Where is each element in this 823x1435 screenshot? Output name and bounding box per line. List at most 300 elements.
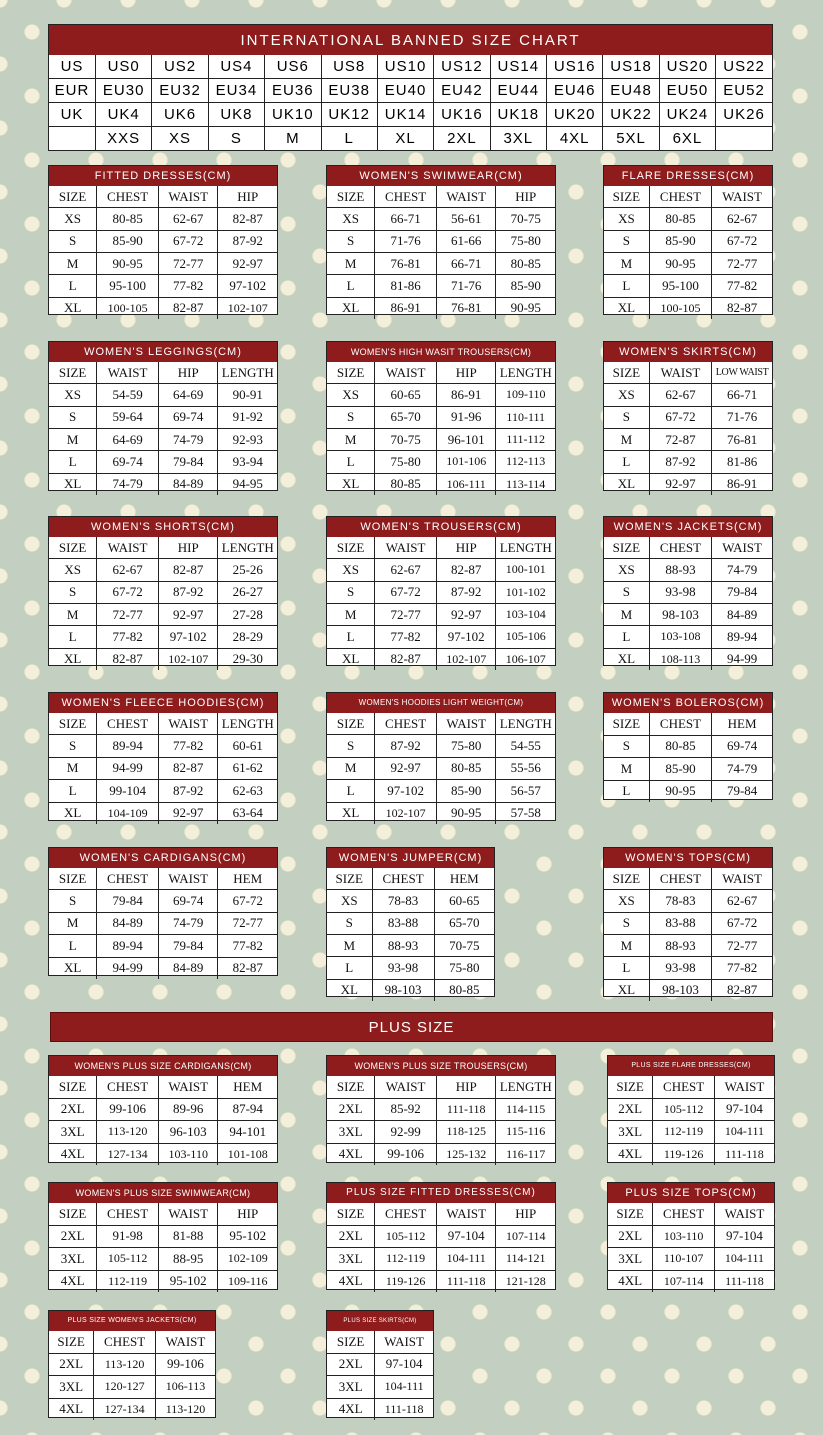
intl-cell: 5XL [603, 127, 659, 151]
table-row [327, 581, 555, 603]
table-cell: XS [49, 384, 97, 406]
table-cell: 95-102 [218, 1225, 277, 1248]
table-cell: 85-90 [649, 230, 711, 252]
table-cell: 60-65 [375, 384, 437, 406]
table-row [327, 957, 494, 979]
size-table [607, 1182, 775, 1290]
table-row [327, 648, 555, 670]
table-cell: 4XL [49, 1143, 97, 1165]
intl-cell: UK20 [547, 103, 603, 127]
intl-cell: US20 [659, 55, 715, 79]
table-cell: 116-117 [496, 1143, 555, 1165]
column-header: LENGTH [496, 713, 555, 735]
intl-cell: UK22 [603, 103, 659, 127]
table-row [327, 1121, 555, 1144]
table-cell: 104-111 [436, 1248, 495, 1271]
column-header: HEM [434, 868, 494, 890]
table-cell: 87-92 [218, 230, 277, 252]
intl-cell: 6XL [659, 127, 715, 151]
column-header: SIZE [49, 1076, 97, 1098]
table-cell: 82-87 [218, 957, 277, 979]
table-cell: 3XL [608, 1248, 653, 1271]
table-row [327, 428, 555, 450]
size-table [48, 341, 278, 491]
column-header: LENGTH [496, 537, 555, 559]
table-cell: 88-93 [372, 934, 434, 956]
table-cell: 67-72 [158, 230, 217, 252]
table-cell: 113-120 [155, 1398, 215, 1420]
table-cell: 69-74 [158, 890, 217, 912]
table-cell: 111-118 [714, 1270, 774, 1292]
table-cell: 114-115 [496, 1098, 555, 1121]
column-header: CHEST [97, 868, 159, 890]
table-cell: 110-111 [496, 406, 555, 428]
column-header: HIP [158, 362, 217, 384]
intl-cell [49, 127, 96, 151]
table-cell: S [604, 581, 649, 603]
table-row [49, 912, 277, 934]
table-cell: 84-89 [158, 957, 217, 979]
table-row [604, 230, 772, 252]
table-cell: 67-72 [375, 581, 437, 603]
size-table-title: WOMEN'S PLUS SIZE SWIMWEAR(CM) [49, 1183, 277, 1203]
table-row [49, 648, 277, 670]
intl-row [49, 103, 772, 127]
table-cell: 76-81 [712, 428, 772, 450]
size-table-grid [604, 186, 772, 319]
table-cell: 3XL [608, 1121, 653, 1144]
table-cell: 97-102 [218, 275, 277, 297]
table-cell: 2XL [327, 1353, 375, 1376]
intl-cell: EU42 [434, 79, 490, 103]
table-row [327, 912, 494, 934]
table-cell: 92-97 [436, 603, 495, 625]
table-cell: S [49, 890, 97, 912]
table-row [327, 1143, 555, 1165]
table-cell: 84-89 [158, 473, 217, 495]
intl-cell: US [49, 55, 96, 79]
table-row [604, 758, 772, 781]
table-cell: 99-104 [97, 780, 159, 802]
table-cell: 83-88 [372, 912, 434, 934]
table-row [49, 1225, 277, 1248]
size-table [603, 341, 773, 491]
size-table-grid [327, 868, 494, 1001]
size-table-title: WOMEN'S FLEECE HOODIES(CM) [49, 693, 277, 713]
intl-cell: EUR [49, 79, 96, 103]
table-row [327, 208, 555, 230]
intl-cell: UK16 [434, 103, 490, 127]
table-row [608, 1121, 774, 1144]
table-cell: M [604, 934, 649, 956]
table-cell: 88-93 [649, 934, 711, 956]
column-header: WAIST [436, 1203, 495, 1225]
table-cell: XS [604, 384, 649, 406]
table-cell: 75-80 [436, 735, 495, 757]
table-cell: L [49, 626, 97, 648]
table-cell: 82-87 [158, 757, 217, 779]
size-table-grid [608, 1203, 774, 1292]
column-header: SIZE [327, 186, 375, 208]
column-header: WAIST [158, 186, 217, 208]
table-cell: 95-100 [649, 275, 711, 297]
size-table-grid [327, 1331, 433, 1420]
size-table-grid [327, 713, 555, 824]
intl-row [49, 55, 772, 79]
table-cell: 86-91 [375, 297, 437, 319]
table-cell: 102-109 [218, 1248, 277, 1271]
table-cell: 82-87 [436, 559, 495, 581]
table-cell: 111-112 [496, 428, 555, 450]
table-cell: 87-92 [436, 581, 495, 603]
table-cell: 67-72 [712, 230, 772, 252]
table-row [327, 473, 555, 495]
table-cell: 79-84 [97, 890, 159, 912]
intl-cell: UK [49, 103, 96, 127]
size-table-header-row [49, 537, 277, 559]
column-header: WAIST [375, 537, 437, 559]
table-row [49, 1398, 215, 1420]
table-cell: 77-82 [712, 957, 772, 979]
table-cell: 90-95 [496, 297, 555, 319]
table-cell: 97-104 [375, 1353, 433, 1376]
column-header: WAIST [375, 362, 437, 384]
size-table [607, 1055, 775, 1163]
table-cell: 105-112 [653, 1098, 715, 1121]
column-header: SIZE [327, 1076, 375, 1098]
size-table-grid [327, 1203, 555, 1292]
table-cell: 26-27 [218, 581, 277, 603]
table-cell: 72-77 [218, 912, 277, 934]
table-cell: 3XL [327, 1121, 375, 1144]
table-row [327, 802, 555, 824]
table-cell: 91-96 [436, 406, 495, 428]
table-cell: 91-98 [97, 1225, 159, 1248]
table-cell: 67-72 [649, 406, 711, 428]
table-cell: 71-76 [712, 406, 772, 428]
table-cell: 55-56 [496, 757, 555, 779]
column-header: SIZE [49, 362, 97, 384]
table-cell: 102-107 [375, 802, 437, 824]
table-cell: 105-106 [496, 626, 555, 648]
table-cell: 2XL [49, 1225, 97, 1248]
table-row [49, 935, 277, 957]
table-cell: 4XL [49, 1398, 94, 1420]
table-cell: 70-75 [434, 934, 494, 956]
table-cell: M [327, 603, 375, 625]
table-cell: 89-94 [97, 935, 159, 957]
table-row [327, 559, 555, 581]
size-table-title: FITTED DRESSES(CM) [49, 166, 277, 186]
intl-cell: EU30 [96, 79, 152, 103]
column-header: CHEST [372, 868, 434, 890]
size-table-header-row [604, 868, 772, 890]
table-cell: S [604, 912, 649, 934]
table-cell: 62-67 [712, 208, 772, 230]
table-cell: 88-93 [649, 559, 711, 581]
column-header: WAIST [158, 1203, 217, 1225]
size-table-title: PLUS SIZE TOPS(CM) [608, 1183, 774, 1203]
intl-cell: EU36 [265, 79, 321, 103]
column-header: CHEST [97, 1076, 159, 1098]
size-table-title: FLARE DRESSES(CM) [604, 166, 772, 186]
table-cell: 85-90 [436, 780, 495, 802]
table-cell: 82-87 [158, 559, 217, 581]
column-header: CHEST [97, 1203, 159, 1225]
intl-cell: EU52 [716, 79, 772, 103]
table-cell: 103-108 [649, 626, 711, 648]
column-header: WAIST [375, 1076, 437, 1098]
column-header: SIZE [608, 1203, 653, 1225]
table-cell: 79-84 [712, 780, 772, 802]
table-row [608, 1225, 774, 1248]
column-header: HIP [436, 362, 495, 384]
column-header: SIZE [49, 1203, 97, 1225]
column-header: CHEST [375, 186, 437, 208]
table-cell: 60-65 [434, 890, 494, 912]
table-cell: 92-97 [218, 252, 277, 274]
table-cell: XL [327, 802, 375, 824]
intl-cell: EU38 [321, 79, 377, 103]
size-table-title: WOMEN'S JACKETS(CM) [604, 517, 772, 537]
table-cell: 80-85 [375, 473, 437, 495]
column-header: HEM [712, 713, 772, 735]
table-cell: 77-82 [712, 275, 772, 297]
table-cell: S [327, 406, 375, 428]
table-cell: XS [327, 384, 375, 406]
table-cell: 111-118 [714, 1143, 774, 1165]
size-table-header-row [604, 362, 772, 384]
size-table-grid [49, 186, 277, 319]
table-row [327, 1398, 433, 1420]
column-header: CHEST [375, 713, 437, 735]
column-header: SIZE [604, 362, 649, 384]
column-header: WAIST [158, 713, 217, 735]
table-cell: 62-67 [158, 208, 217, 230]
column-header: SIZE [608, 1076, 653, 1098]
size-table [48, 692, 278, 821]
size-table-header-row [604, 713, 772, 735]
table-row [608, 1270, 774, 1292]
size-table-grid [49, 362, 277, 495]
size-table [48, 516, 278, 666]
table-cell: M [49, 428, 97, 450]
table-cell: 77-82 [158, 275, 217, 297]
table-row [327, 780, 555, 802]
column-header: CHEST [97, 186, 159, 208]
table-cell: 65-70 [375, 406, 437, 428]
table-row [49, 1121, 277, 1144]
table-cell: XS [327, 890, 372, 912]
size-table-header-row [327, 1331, 433, 1353]
table-row [604, 581, 772, 603]
size-table-title: PLUS SIZE SKIRTS(CM) [327, 1311, 433, 1331]
table-cell: XL [49, 802, 97, 824]
table-row [327, 1353, 433, 1376]
size-table [603, 847, 773, 997]
table-row [327, 979, 494, 1001]
table-cell: 89-94 [97, 735, 159, 757]
table-row [49, 208, 277, 230]
table-cell: XL [49, 957, 97, 979]
table-row [49, 1098, 277, 1121]
table-cell: 67-72 [97, 581, 159, 603]
table-cell: L [49, 780, 97, 802]
column-header: SIZE [49, 1331, 94, 1353]
size-table-title: WOMEN'S PLUS SIZE CARDIGANS(CM) [49, 1056, 277, 1076]
table-row [604, 648, 772, 670]
table-cell: 77-82 [97, 626, 159, 648]
table-cell: 94-99 [97, 957, 159, 979]
table-cell: 82-87 [375, 648, 437, 670]
column-header: SIZE [49, 868, 97, 890]
column-header: LENGTH [496, 362, 555, 384]
table-cell: XL [604, 979, 649, 1001]
table-cell: 93-98 [372, 957, 434, 979]
table-row [604, 626, 772, 648]
table-cell: 81-86 [712, 451, 772, 473]
intl-row [49, 79, 772, 103]
table-cell: 90-91 [218, 384, 277, 406]
size-table [326, 341, 556, 491]
column-header: CHEST [97, 713, 159, 735]
table-cell: 94-95 [218, 473, 277, 495]
table-row [49, 757, 277, 779]
size-table-grid [604, 362, 772, 495]
column-header: WAIST [714, 1203, 774, 1225]
table-row [327, 626, 555, 648]
table-cell: 91-92 [218, 406, 277, 428]
table-row [49, 559, 277, 581]
table-row [604, 957, 772, 979]
international-chart-title: INTERNATIONAL BANNED SIZE CHART [49, 25, 772, 55]
column-header: SIZE [327, 537, 375, 559]
table-cell: 77-82 [158, 735, 217, 757]
intl-cell: EU32 [152, 79, 208, 103]
table-cell: 112-119 [653, 1121, 715, 1144]
table-cell: 2XL [608, 1225, 653, 1248]
table-cell: 78-83 [372, 890, 434, 912]
table-cell: 85-90 [496, 275, 555, 297]
intl-cell: US2 [152, 55, 208, 79]
column-header: SIZE [327, 362, 375, 384]
table-cell: 74-79 [712, 559, 772, 581]
table-cell: 4XL [327, 1398, 375, 1420]
column-header: HIP [436, 1076, 495, 1098]
table-row [49, 428, 277, 450]
table-row [327, 890, 494, 912]
table-cell: 61-62 [218, 757, 277, 779]
table-cell: 111-118 [375, 1398, 433, 1420]
intl-cell: US22 [716, 55, 772, 79]
table-cell: XS [49, 559, 97, 581]
table-cell: 74-79 [712, 758, 772, 781]
table-cell: 2XL [608, 1098, 653, 1121]
table-cell: 67-72 [218, 890, 277, 912]
table-cell: 97-104 [714, 1098, 774, 1121]
table-row [49, 230, 277, 252]
table-cell: 103-110 [653, 1225, 715, 1248]
table-cell: XS [327, 559, 375, 581]
table-row [49, 275, 277, 297]
table-cell: 87-92 [375, 735, 437, 757]
table-cell: 74-79 [97, 473, 159, 495]
table-cell: 82-87 [218, 208, 277, 230]
column-header: WAIST [375, 1331, 433, 1353]
table-cell: 101-102 [496, 581, 555, 603]
table-cell: 96-103 [158, 1121, 217, 1144]
table-row [49, 297, 277, 319]
table-row [604, 890, 772, 912]
size-table-header-row [49, 1076, 277, 1098]
table-cell: S [327, 735, 375, 757]
column-header: CHEST [653, 1076, 715, 1098]
column-header: WAIST [649, 362, 711, 384]
size-table [603, 692, 773, 800]
intl-cell: US10 [377, 55, 433, 79]
intl-cell: UK10 [265, 103, 321, 127]
table-cell: L [49, 275, 97, 297]
column-header: HIP [496, 186, 555, 208]
size-table-header-row [608, 1203, 774, 1225]
table-cell: M [327, 252, 375, 274]
size-table-header-row [49, 186, 277, 208]
size-table-grid [327, 537, 555, 670]
column-header: WAIST [97, 362, 159, 384]
size-table-title: WOMEN'S HIGH WASIT TROUSERS(CM) [327, 342, 555, 362]
table-cell: 96-101 [436, 428, 495, 450]
table-cell: 87-92 [649, 451, 711, 473]
intl-cell: US18 [603, 55, 659, 79]
column-header: WAIST [712, 868, 772, 890]
column-header: CHEST [94, 1331, 156, 1353]
table-cell: 60-61 [218, 735, 277, 757]
column-header: WAIST [158, 868, 217, 890]
table-cell: M [49, 252, 97, 274]
table-row [49, 473, 277, 495]
intl-cell: 3XL [490, 127, 546, 151]
table-cell: 113-120 [97, 1121, 159, 1144]
size-table-grid [327, 186, 555, 319]
table-cell: 56-61 [436, 208, 495, 230]
table-row [49, 384, 277, 406]
international-size-table [49, 55, 772, 150]
intl-cell: US6 [265, 55, 321, 79]
table-cell: XS [49, 208, 97, 230]
table-cell: 107-114 [496, 1225, 555, 1248]
table-cell: 106-111 [436, 473, 495, 495]
table-cell: 63-64 [218, 802, 277, 824]
table-cell: 79-84 [158, 935, 217, 957]
table-cell: 112-119 [375, 1248, 437, 1271]
table-row [49, 1270, 277, 1292]
size-table-header-row [604, 537, 772, 559]
table-cell: L [604, 780, 649, 802]
international-size-chart [48, 24, 773, 151]
column-header: HIP [496, 1203, 555, 1225]
table-cell: 72-77 [158, 252, 217, 274]
table-cell: 54-55 [496, 735, 555, 757]
table-row [604, 252, 772, 274]
size-table [48, 1055, 278, 1163]
table-cell: XL [604, 297, 649, 319]
table-cell: 97-102 [158, 626, 217, 648]
table-cell: 56-57 [496, 780, 555, 802]
table-cell: L [327, 451, 375, 473]
table-row [327, 252, 555, 274]
table-cell: 106-113 [155, 1376, 215, 1399]
size-table-grid [604, 537, 772, 670]
